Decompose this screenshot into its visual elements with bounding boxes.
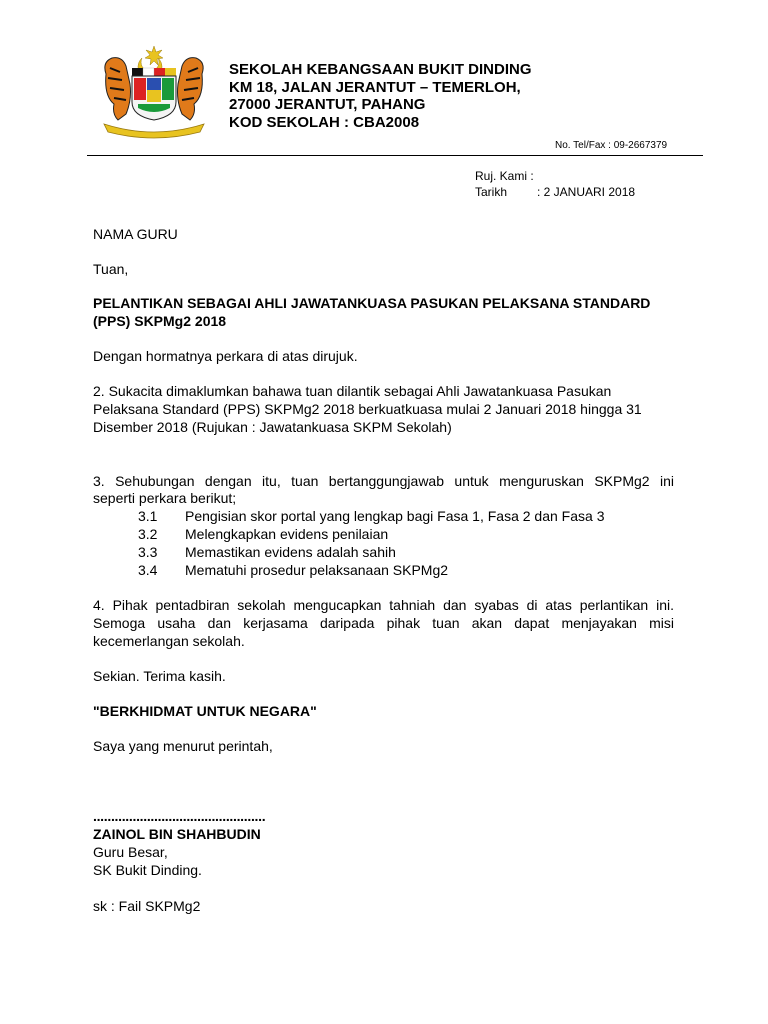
opening-line: Dengan hormatnya perkara di atas dirujuk. (93, 348, 358, 364)
recipient: NAMA GURU (93, 226, 178, 242)
school-address-line-2: 27000 JERANTUT, PAHANG (229, 96, 426, 113)
motto: "BERKHIDMAT UNTUK NEGARA" (93, 703, 317, 719)
paragraph-2-line-3: Disember 2018 (Rujukan : Jawatankuasa SKPM Sekolah) (93, 419, 452, 435)
list-item-number: 3.2 (138, 526, 158, 542)
sign-off: Saya yang menurut perintah, (93, 738, 273, 754)
header-divider (87, 155, 703, 156)
signatory-organization: SK Bukit Dinding. (93, 862, 202, 878)
list-item-number: 3.3 (138, 544, 158, 560)
paragraph-3-line-1: 3. Sehubungan dengan itu, tuan bertanggungjawab untuk menguruskan SKPMg2 ini (93, 473, 674, 489)
date-value: : 2 JANUARI 2018 (537, 185, 636, 199)
carbon-copy: sk : Fail SKPMg2 (93, 898, 201, 914)
closing-line: Sekian. Terima kasih. (93, 668, 226, 684)
letterhead (229, 61, 532, 131)
subject-line-1: PELANTIKAN SEBAGAI AHLI JAWATANKUASA PASUKAN PELAKSANA STANDARD (93, 295, 651, 311)
salutation: Tuan, (93, 261, 129, 277)
tel-fax: No. Tel/Fax : 09-2667379 (555, 140, 668, 151)
paragraph-3-line-2: seperti perkara berikut; (93, 490, 237, 506)
date-label: Tarikh (475, 185, 508, 199)
signatory-title: Guru Besar, (93, 844, 168, 860)
paragraph-2-line-1: 2. Sukacita dimaklumkan bahawa tuan dilantik sebagai Ahli Jawatankuasa Pasukan (93, 383, 612, 399)
list-item-text: Melengkapkan evidens penilaian (185, 526, 389, 542)
signatory-name: ZAINOL BIN SHAHBUDIN (93, 826, 261, 842)
list-item-number: 3.1 (138, 508, 158, 524)
list-item-text: Mematuhi prosedur pelaksanaan SKPMg2 (185, 562, 449, 578)
paragraph-4-line-2: Semoga usaha dan kerjasama daripada pihak tuan akan dapat menjayakan misi (93, 615, 674, 631)
reference-block (475, 168, 635, 200)
school-name: SEKOLAH KEBANGSAAN BUKIT DINDING (229, 61, 532, 78)
date-line (475, 184, 635, 200)
school-address-line-1: KM 18, JALAN JERANTUT – TEMERLOH, (229, 78, 521, 96)
paragraph-4-line-1: 4. Pihak pentadbiran sekolah mengucapkan tahniah dan syabas di atas perlantikan ini. (93, 597, 674, 613)
our-reference: Ruj. Kami : (475, 169, 534, 183)
list-item-text: Pengisian skor portal yang lengkap bagi Fasa 1, Fasa 2 dan Fasa 3 (185, 508, 605, 524)
list-item-number: 3.4 (138, 562, 158, 578)
school-code: KOD SEKOLAH : CBA2008 (229, 113, 420, 131)
coat-of-arms-logo (96, 44, 212, 140)
signature-dots: ................................................ (93, 808, 266, 824)
paragraph-2-line-2: Pelaksana Standard (PPS) SKPMg2 2018 berkuatkuasa mulai 2 Januari 2018 hingga 31 (93, 401, 642, 417)
list-item-text: Memastikan evidens adalah sahih (185, 544, 396, 560)
subject-line-2: (PPS) SKPMg2 2018 (93, 313, 227, 329)
paragraph-4-line-3: kecemerlangan sekolah. (93, 633, 245, 649)
